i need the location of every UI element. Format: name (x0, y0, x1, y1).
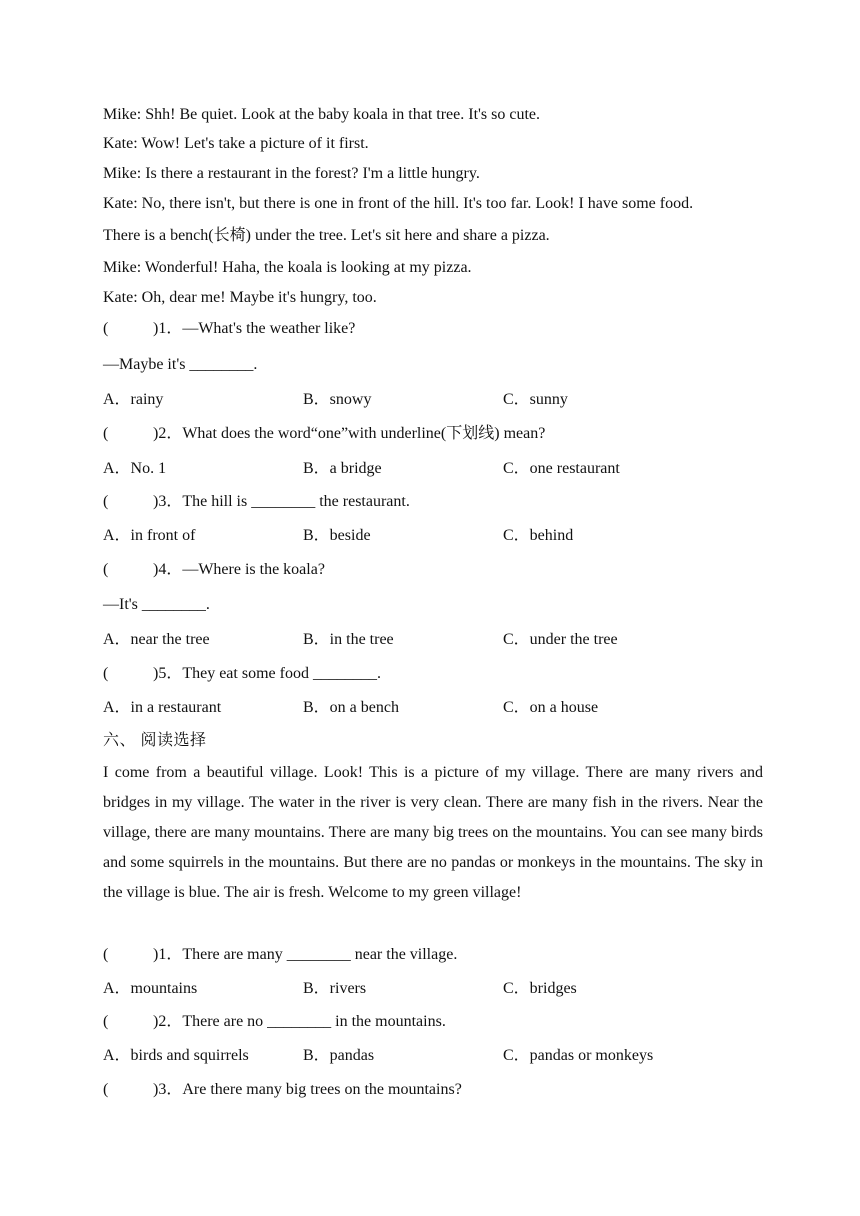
dialogue-line: Mike: Shh! Be quiet. Look at the baby koala in that tree. It's so cute. (103, 106, 540, 123)
option-a[interactable]: A．in front of (103, 527, 196, 544)
option-c[interactable]: C．behind (503, 527, 574, 544)
answer-paren[interactable]: ( (103, 1081, 109, 1098)
dialogue-line: Mike: Wonderful! Haha, the koala is looking at my pizza. (103, 259, 472, 276)
answer-line: —It's ________. (103, 596, 210, 613)
dialogue-line: Kate: Wow! Let's take a picture of it first. (103, 135, 369, 152)
reading-passage: I come from a beautiful village. Look! This is a picture of my village. There are many rivers and bridges in my village. The water in the river is very clean. There are many fish in the rivers. Near the village, there are many mountains. There are many big trees on the mountains. You can see many birds and some squirrels in the mountains. But there are no pandas or monkeys in the mountains. The sky in the village is blue. The air is fresh. Welcome to my green village! (103, 764, 763, 901)
dialogue-line: Mike: Is there a restaurant in the forest? I'm a little hungry. (103, 165, 480, 182)
question-2 (103, 424, 545, 444)
option-c[interactable]: C．bridges (503, 980, 577, 997)
option-c[interactable]: C．on a house (503, 699, 599, 716)
options-row (103, 698, 763, 718)
option-a[interactable]: A．near the tree (103, 631, 210, 648)
answer-paren[interactable]: ( (103, 946, 109, 963)
options-row (103, 390, 763, 410)
option-b[interactable]: B．a bridge (303, 460, 382, 477)
options-row (103, 526, 763, 546)
option-a[interactable]: A．mountains (103, 980, 198, 997)
question-text: )3．Are there many big trees on the mountains? (153, 1081, 462, 1098)
question-4 (103, 560, 325, 580)
answer-paren[interactable]: ( (103, 493, 109, 510)
dialogue-line: There is a bench(长椅) under the tree. Let's sit here and share a pizza. (103, 227, 550, 244)
dialogue-line: Kate: Oh, dear me! Maybe it's hungry, too. (103, 289, 377, 306)
option-a[interactable]: A．rainy (103, 391, 164, 408)
option-c[interactable]: C．one restaurant (503, 460, 620, 477)
answer-paren[interactable]: ( (103, 1013, 109, 1030)
option-b[interactable]: B．pandas (303, 1047, 375, 1064)
option-a[interactable]: A．in a restaurant (103, 699, 222, 716)
options-row (103, 1046, 763, 1066)
dialogue-line: Kate: No, there isn't, but there is one in front of the hill. It's too far. Look! I have some food. (103, 195, 694, 212)
option-a[interactable]: A．No. 1 (103, 460, 167, 477)
option-c[interactable]: C．sunny (503, 391, 568, 408)
question-text: )4．—Where is the koala? (153, 561, 325, 578)
options-row (103, 979, 763, 999)
option-a[interactable]: A．birds and squirrels (103, 1047, 249, 1064)
reading-question-1 (103, 945, 457, 965)
answer-paren[interactable]: ( (103, 425, 109, 442)
answer-paren[interactable]: ( (103, 320, 109, 337)
question-text: )1．There are many ________ near the village. (153, 946, 458, 963)
answer-line: —Maybe it's ________. (103, 356, 258, 373)
reading-question-3 (103, 1080, 462, 1100)
question-text: )2．What does the word“one”with underline(下划线) mean? (153, 425, 546, 442)
option-b[interactable]: B．beside (303, 527, 371, 544)
answer-paren[interactable]: ( (103, 561, 109, 578)
question-text: )5．They eat some food ________. (153, 665, 381, 682)
options-row (103, 630, 763, 650)
question-text: )2．There are no ________ in the mountains. (153, 1013, 446, 1030)
option-c[interactable]: C．pandas or monkeys (503, 1047, 654, 1064)
answer-paren[interactable]: ( (103, 665, 109, 682)
option-b[interactable]: B．in the tree (303, 631, 394, 648)
option-b[interactable]: B．rivers (303, 980, 367, 997)
question-3 (103, 492, 410, 512)
question-1 (103, 319, 355, 339)
reading-question-2 (103, 1012, 446, 1032)
question-text: )1．—What's the weather like? (153, 320, 356, 337)
question-text: )3．The hill is ________ the restaurant. (153, 493, 410, 510)
option-b[interactable]: B．snowy (303, 391, 372, 408)
option-b[interactable]: B．on a bench (303, 699, 399, 716)
options-row (103, 459, 763, 479)
section-heading: 六、 阅读选择 (103, 732, 207, 749)
option-c[interactable]: C．under the tree (503, 631, 618, 648)
question-5 (103, 664, 381, 684)
